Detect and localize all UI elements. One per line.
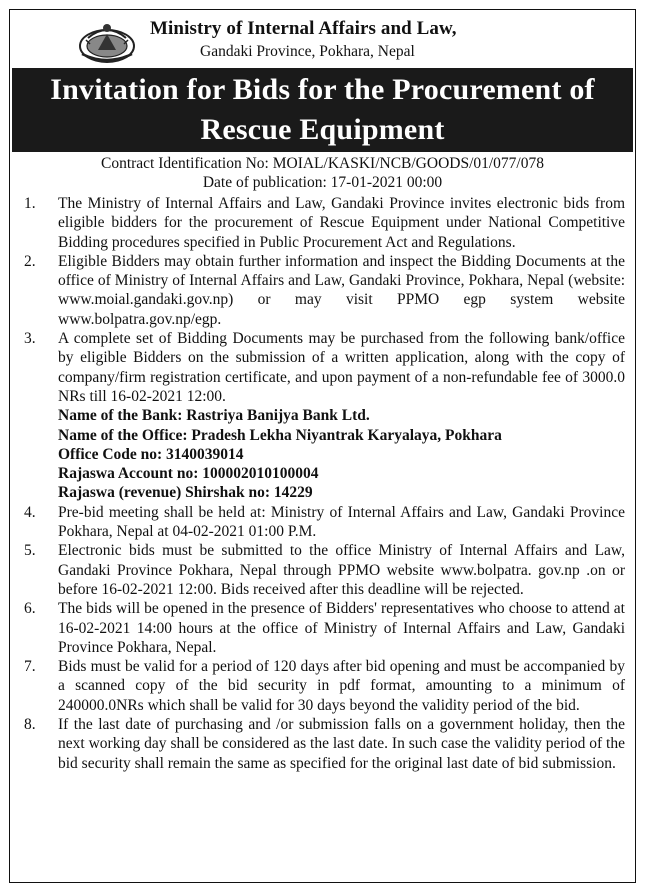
item-number: 4. xyxy=(24,503,36,521)
title-line-2: Rescue Equipment xyxy=(200,113,445,146)
contract-identification: Contract Identification No: MOIAL/KASKI/NCB/GOODS/01/077/078 xyxy=(100,155,544,172)
item-text: A complete set of Bidding Documents may be purchased from the following bank/office by eligible Bidders on the submission of a written application, along with the copy of company/firm registration certificate, and upon payment of a non-refundable fee of 3000.0 NRs till 16-02-2021 12:00. xyxy=(58,330,625,405)
item-text: Pre-bid meeting shall be held at: Ministry of Internal Affairs and Law, Gandaki Province Pokhara, Nepal at 04-02-2021 01:00 P.M. xyxy=(58,503,625,541)
ministry-name: Ministry of Internal Affairs and Law, xyxy=(150,18,457,39)
notice-header xyxy=(10,10,635,66)
list-item xyxy=(22,194,625,252)
item-number: 3. xyxy=(24,330,36,348)
notice-body xyxy=(22,194,625,773)
notice-page xyxy=(9,9,636,883)
item-text: Eligible Bidders may obtain further information and inspect the Bidding Documents at the office of Ministry of Internal Affairs and Law, Gandaki Province, Pokhara, Nepal (website: www.moial.gandaki.gov.np) or may visit PPMO egp system website www.bolpatra.gov.np/egp. xyxy=(58,252,625,328)
list-item xyxy=(22,503,625,542)
province-address: Gandaki Province, Pokhara, Nepal xyxy=(200,43,415,60)
item-text: Electronic bids must be submitted to the office Ministry of Internal Affairs and Law, Gandaki Province Pokhara, Nepal through PPMO website www.bolpatra. gov.np .on or before 16-02-2021 12:00. Bids received after this deadline will be rejected. xyxy=(58,542,625,598)
item-number: 7. xyxy=(24,658,36,676)
bank-details xyxy=(58,406,625,502)
item-text: The bids will be opened in the presence of Bidders' representatives who choose to attend at 16-02-2021 14:00 hours at the office of Ministry of Internal Affairs and Law, Gandaki Province Pokhara, Nepal. xyxy=(58,600,625,656)
list-item xyxy=(22,657,625,715)
notice-meta xyxy=(10,154,635,192)
list-item xyxy=(22,252,625,329)
list-item xyxy=(22,715,625,773)
item-text: If the last date of purchasing and /or submission falls on a government holiday, then the next working day shall be considered as the last date. In such case the validity period of the bid security shall remain the same as specified for the original last date of bid submission. xyxy=(58,716,625,772)
rajaswa-account: Rajaswa Account no: 100002010100004 xyxy=(58,465,319,483)
list-item xyxy=(22,541,625,599)
title-line-1: Invitation for Bids for the Procurement of xyxy=(50,73,595,106)
item-number: 2. xyxy=(24,252,36,270)
title-banner xyxy=(12,68,633,152)
list-item xyxy=(22,599,625,657)
item-number: 8. xyxy=(24,716,36,734)
rajaswa-shirshak: Rajaswa (revenue) Shirshak no: 14229 xyxy=(58,484,313,502)
office-name: Name of the Office: Pradesh Lekha Niyantrak Karyalaya, Pokhara xyxy=(58,426,502,444)
item-text: Bids must be valid for a period of 120 days after bid opening and must be accompanied by a scanned copy of the bid security in pdf format, amounting to a minimum of 240000.0NRs which shall be valid for 30 days beyond the validity period of the bid. xyxy=(58,658,625,714)
item-number: 5. xyxy=(24,542,36,560)
publication-date: Date of publication: 17-01-2021 00:00 xyxy=(202,174,443,191)
office-code: Office Code no: 3140039014 xyxy=(58,445,244,463)
list-item xyxy=(22,329,625,503)
item-number: 6. xyxy=(24,600,36,618)
government-emblem-icon xyxy=(76,20,138,64)
bank-name: Name of the Bank: Rastriya Banijya Bank Ltd. xyxy=(58,407,370,425)
item-number: 1. xyxy=(24,195,36,212)
item-text: The Ministry of Internal Affairs and Law, Gandaki Province invites electronic bids from eligible bidders for the procurement of Rescue Equipment under National Competitive Bidding procedures specified in Public Procurement Act and Regulations. xyxy=(58,195,625,251)
